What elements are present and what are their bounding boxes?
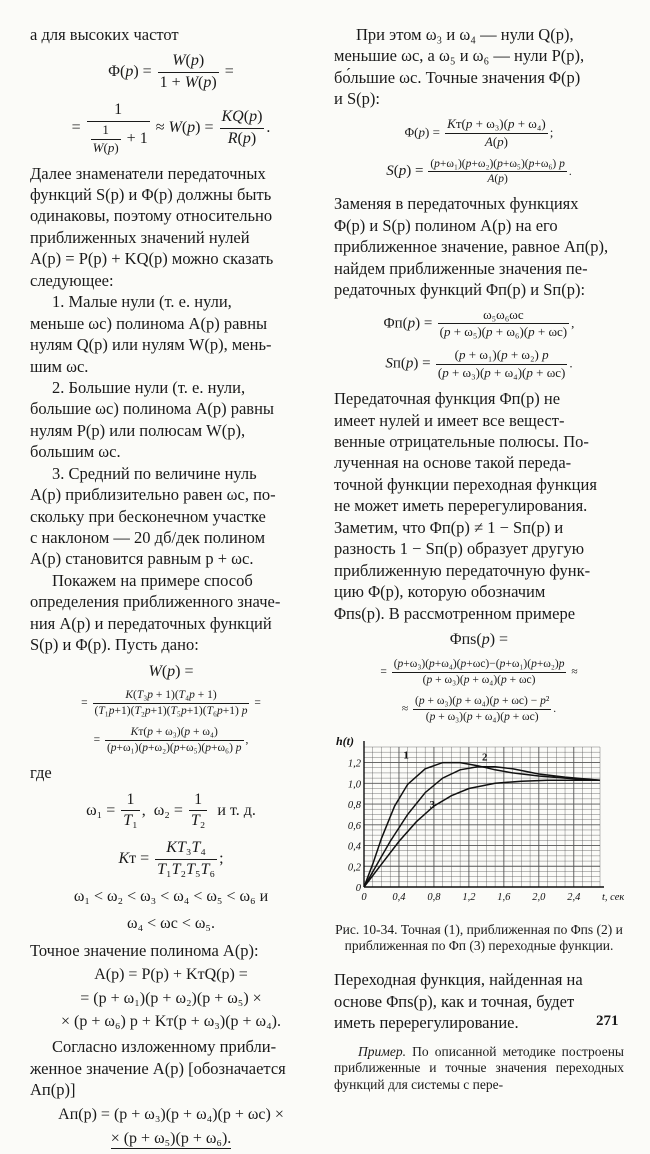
r-para4-line: основе Φпs(p), как и точная, будет (334, 991, 575, 1011)
equation-phi-2: = 1 $\frac{1}{W(p)}$ + 1 ≈ W(p) = $\frac{KQ(p)}{R(p)}$ . (71, 101, 271, 155)
r-para4-line: иметь перерегулирование. (334, 1013, 519, 1033)
r-para2-line: Заменяя в передаточных функциях (334, 194, 579, 214)
r-para3-line: лученная на основе такой переда- (334, 453, 572, 473)
l-para1-line: функций S(p) и Φ(p) должны быть (30, 185, 272, 205)
l-para1-line: следующее: (30, 270, 114, 290)
paragraph-approx-a (30, 1036, 312, 1100)
figure-caption: Рис. 10-34. Точная (1), приближенная по Φпs (2) и приближенная по Φп (3) переходные функции. (335, 921, 623, 954)
r-para3-line: точной функции переходная функция (334, 474, 597, 494)
l-para3-line: женное значение A(p) [обозначается (30, 1058, 286, 1078)
equation-ap-2 (30, 1129, 312, 1150)
l-item3-line: 3. Средний по величине нуль (52, 463, 257, 483)
r-para1-line: бо́льшие ωс. Точные значения Φ(p) (334, 67, 581, 87)
transient-response-chart (334, 733, 624, 918)
equation-phi-exact: Φ(p) = $\frac{\text{Kт(p + ω₃)(p + ω₄)}}{A(p)}$ ; (404, 115, 554, 149)
paragraph-overshoot (334, 969, 624, 1033)
x-tick-label: 2,0 (532, 891, 546, 903)
r-para4-line: Переходная функция, найденная на (334, 970, 583, 990)
paragraph-transfer (334, 388, 624, 624)
series-label-1: 1 (403, 748, 409, 761)
where-word: где (30, 763, 52, 783)
l-para2-line: ния A(p) и передаточных функций (30, 613, 272, 633)
exact-polynomial-label: Точное значение полинома A(p): (30, 941, 259, 961)
l-para3-line: Согласно изложенному прибли- (52, 1037, 277, 1057)
equation-phips-2: ≈ $\frac{\text{(p + ω₃)(p + ω₄)(p + ωс) − p²}}{\text{(p + ω₃)(p + ω₄)(p + ωс)}}$ . (401, 694, 557, 723)
r-para3-line: Заметим, что Φп(p) ≠ 1 − Sп(p) и (334, 517, 564, 537)
l-item1-line: шим ωс. (30, 356, 89, 376)
r-para2-line: приближенное значение, равное Aп(p), (334, 237, 609, 257)
equation-phi-1: Φ(p) = $\frac{W(p)}{1 + W(p)}$ = (108, 52, 234, 92)
intro-text: а для высоких частот (30, 25, 179, 44)
l-para3-line: Aп(p)] (30, 1080, 76, 1100)
paragraph-denominators (30, 163, 312, 292)
equation-w-2: = $\frac{\text{Kт(p + ω₃)(p + ω₄)}}{\text{(p+ω₁)(p+ω₂)(p+ω₅)(p+ω₆) p}}$ , (93, 726, 249, 755)
l-para2-line: Покажем на примере способ (52, 570, 253, 590)
series-label-2: 2 (482, 750, 488, 763)
l-para1-line: A(p) = P(p) + KQ(p) можно сказать (30, 249, 274, 269)
equation-w-1: = $\frac{\text{K(T₃p + 1)(T₄p + 1)}}{\text{(T₁p+1)(T₂p+1)(T₅p+1)(T₆p+1) p}}$ = (81, 689, 261, 718)
l-item1-line: 1. Малые нули (т. е. нули, (52, 292, 232, 312)
l-para1-line: одинаковы, поэтому относительно (30, 206, 273, 226)
equation-w-head: W(p) = (148, 662, 194, 680)
l-para1-line: приближенных значений нулей (30, 227, 250, 247)
page-number: 271 (596, 1013, 619, 1029)
x-tick-label: 0,4 (392, 891, 406, 903)
l-item1-line: нулям Q(p) или нулям W(p), мень- (30, 335, 272, 355)
r-para2-line: редаточных функций Φп(p) и Sп(p): (334, 280, 586, 300)
x-tick-label: 1,2 (462, 891, 476, 903)
r-para3-line: Φпs(p). В рассмотренном примере (334, 603, 576, 623)
l-para1-line: Далее знаменатели передаточных (30, 163, 266, 183)
item-large-zeros (30, 377, 312, 463)
l-para2-line: S(p) и Φ(p). Пусть дано: (30, 635, 199, 655)
l-item3-line: A(p) приблизительно равен ωс, по- (30, 485, 276, 505)
equation-a-1: A(p) = P(p) + KтQ(p) = (94, 965, 248, 983)
series-label-3: 3 (429, 798, 436, 811)
left-column (30, 24, 312, 1154)
equation-phips-1: = $\frac{\text{(p+ω₃)(p+ω₄)(p+ωс)−(p+ω₁)(p+ω₂)p}}{\text{(p + ω₃)(p + ω₄)(p + ωс)}}$ ≈ (380, 657, 578, 686)
l-item2-line: 2. Большие нули (т. е. нули, (52, 377, 246, 397)
equation-s-exact: S(p) = $\frac{\text{(p+ω₁)(p+ω₂)(p+ω₅)(p+ω₆) p}}{A(p)}$ . (386, 157, 572, 186)
r-para2-line: Φ(p) и S(p) полином A(p) на его (334, 215, 558, 235)
r-para3-line: не может иметь перерегулирования. (334, 496, 588, 516)
x-axis-label: t, сек (602, 891, 624, 903)
r-para1-line: При этом ω₃ и ω₄ — нули Q(p), (356, 25, 574, 44)
equation-inequality-1: ω₁ < ω₂ < ω₃ < ω₄ < ω₅ < ω₆ и (73, 887, 269, 905)
l-item3-line: скольку при бесконечном участке (30, 506, 266, 526)
y-axis-label: h(t) (336, 733, 354, 748)
y-tick-label: 1,0 (347, 778, 361, 790)
equation-kt: Kт = $\frac{\text{KT₃T₄}}{\text{T₁T₂T₅T₆}}$ ; (118, 839, 224, 879)
x-tick-label: 2,4 (567, 891, 581, 903)
r-para3-line: разность 1 − Sп(p) образует другую (334, 539, 585, 559)
y-tick-label: 0,4 (347, 841, 361, 853)
r-para2-line: найдем приближенные значения пе- (334, 258, 588, 278)
y-tick-label: 0 (355, 882, 361, 894)
x-tick-label: 1,6 (497, 891, 511, 903)
right-column (334, 24, 624, 1094)
l-item1-line: меньше ωс) полинома A(p) равны (30, 313, 268, 333)
r-para3-line: приближенную передаточную функ- (334, 560, 591, 580)
equation-phip: Φп(p) = $\frac{\text{ω₅ω₆ωс}}{\text{(p + ω₅)(p + ω₆)(p + ωс)}}$ , (383, 306, 575, 340)
example-text: По описанной методике построены приближенные и точные значения переходных функций для системы с пере- (334, 1043, 624, 1093)
l-item3-line: с наклоном — 20 дб/дек полином (30, 528, 266, 548)
paragraph-zeros-note (334, 24, 624, 110)
l-para2-line: определения приближенного значе- (30, 592, 281, 612)
x-tick-label: 0 (361, 891, 367, 903)
y-tick-label: 0,6 (347, 820, 361, 832)
r-para3-line: имеет нулей и имеет все вещест- (334, 410, 565, 430)
paragraph-example-intro (30, 570, 312, 656)
r-para1-line: и S(p): (334, 89, 380, 109)
equation-a-2: = (p + ω₁)(p + ω₂)(p + ω₅) × (80, 989, 262, 1007)
equation-ap-2-text: × (p + ω₅)(p + ω₆). (110, 1130, 232, 1148)
equation-omega-defs: ω₁ = $\frac{1}{\text{T₁}}$ , ω₂ = $\frac{1}{\text{T₂}}$ и т. д. (86, 790, 256, 830)
equation-a-3: × (p + ω₆) p + Kт(p + ω₃)(p + ω₄). (61, 1013, 281, 1031)
equation-sp: Sп(p) = $\frac{\text{(p + ω₁)(p + ω₂) p}}{\text{(p + ω₃)(p + ω₄)(p + ωс)}}$ . (385, 347, 573, 381)
equation-ap-1-text: Aп(p) = (p + ω₃)(p + ω₄)(p + ωс) × (58, 1105, 284, 1123)
r-para3-line: цию Φ(p), которую обозначим (334, 582, 546, 602)
paragraph-replace (334, 193, 624, 300)
y-tick-label: 0,8 (347, 799, 361, 811)
example-label: Пример. (358, 1043, 406, 1059)
equation-phips-head: Φпs(p) = (449, 630, 509, 648)
item-small-zeros (30, 291, 312, 377)
equation-ap-1 (30, 1105, 312, 1126)
l-item2-line: большим ωс. (30, 442, 121, 462)
l-item3-line: A(p) становится равным p + ωс. (30, 549, 254, 569)
y-tick-label: 0,2 (347, 861, 361, 873)
item-middle-zero (30, 463, 312, 570)
r-para3-line: венные отрицательные полюсы. По- (334, 432, 589, 452)
example-paragraph (334, 1044, 624, 1095)
y-tick-label: 1,2 (347, 758, 361, 770)
x-tick-label: 0,8 (427, 891, 441, 903)
r-para1-line: меньшие ωс, а ω₅ и ω₆ — нули P(p), (334, 46, 585, 66)
l-item2-line: большие ωс) полинома A(p) равны (30, 399, 275, 419)
r-para3-line: Передаточная функция Φп(p) не (334, 389, 561, 409)
equation-inequality-2: ω₄ < ωс < ω₅. (127, 914, 215, 932)
l-item2-line: нулям P(p) или полюсам W(p), (30, 420, 246, 440)
